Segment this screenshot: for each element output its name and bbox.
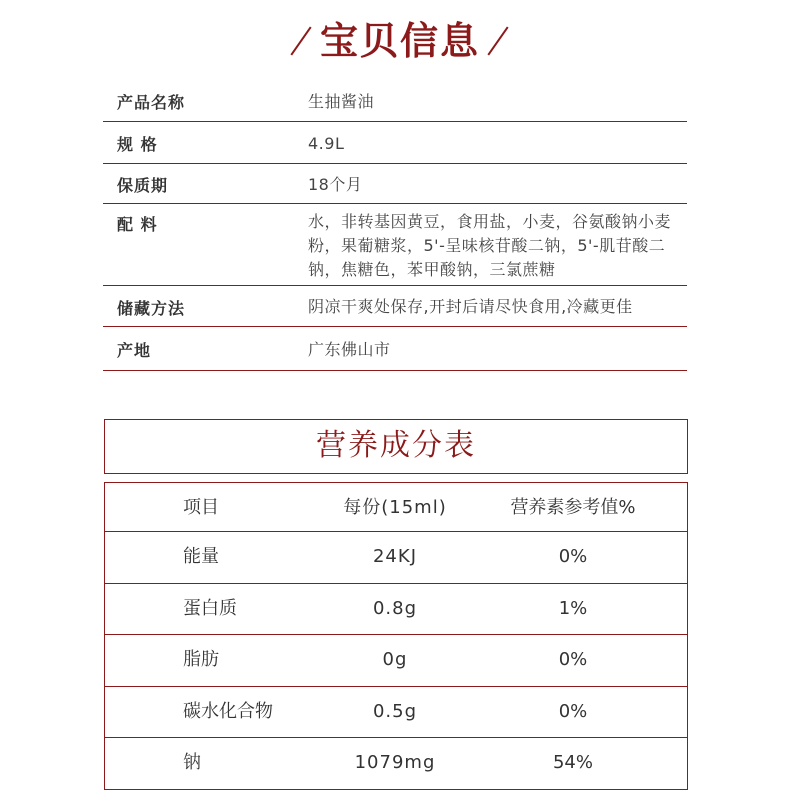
info-row-storage — [103, 286, 687, 327]
info-value: 18个月 — [308, 175, 363, 194]
page-title-area — [0, 12, 800, 70]
nutrition-table — [104, 482, 688, 790]
page-title: 宝贝信息 — [319, 19, 480, 63]
nutrient-amount: 24KJ — [372, 546, 418, 567]
header-item: 项目 — [183, 497, 219, 518]
table-row — [105, 532, 687, 584]
table-row — [105, 687, 687, 739]
nutrient-amount: 0g — [382, 649, 408, 670]
info-value: 阴凉干爽处保存,开封后请尽快食用,冷藏更佳 — [308, 297, 633, 316]
header-per-serving: 每份(15ml) — [343, 497, 447, 518]
nutrient-nrv: 0% — [558, 700, 588, 722]
info-label: 保质期 — [117, 176, 169, 195]
info-label: 规 格 — [117, 135, 158, 154]
info-value: 4.9L — [308, 134, 345, 153]
info-row-spec — [103, 122, 687, 164]
nutrient-nrv: 0% — [558, 649, 588, 670]
table-row — [105, 738, 687, 790]
info-label: 产地 — [117, 341, 152, 360]
info-value: 广东佛山市 — [308, 340, 391, 359]
nutrient-name: 蛋白质 — [183, 597, 237, 619]
product-info-table — [103, 82, 687, 371]
info-row-ingredients — [103, 204, 687, 286]
nutrition-facts — [104, 419, 688, 790]
nutrient-name: 钠 — [183, 752, 201, 773]
info-label: 产品名称 — [117, 93, 186, 112]
info-row-shelf-life — [103, 164, 687, 204]
table-row — [105, 635, 687, 687]
nutrient-name: 脂肪 — [183, 649, 219, 670]
nutrient-name: 能量 — [183, 546, 219, 567]
nutrient-nrv: 0% — [558, 546, 588, 567]
nutrient-nrv: 54% — [552, 752, 593, 773]
nutrition-title: 营养成分表 — [316, 428, 476, 463]
table-row — [105, 584, 687, 636]
info-value: 生抽酱油 — [308, 92, 375, 111]
nutrition-header-row — [105, 482, 687, 532]
nutrient-nrv: 1% — [558, 597, 588, 619]
info-row-name — [103, 82, 687, 122]
nutrient-amount: 0.5g — [372, 700, 418, 722]
info-label: 配 料 — [117, 215, 158, 234]
nutrition-title-box — [104, 419, 688, 474]
nutrient-amount: 1079mg — [354, 752, 436, 773]
info-label: 储藏方法 — [117, 299, 186, 318]
nutrient-amount: 0.8g — [372, 597, 418, 619]
info-row-origin — [103, 327, 687, 371]
info-value: 水，非转基因黄豆，食用盐，小麦，谷氨酸钠小麦粉，果葡糖浆，5'-呈味核苷酸二钠，5'-肌苷酸二钠，焦糖色，苯甲酸钠，三氯蔗糖 — [308, 212, 672, 279]
header-nrv: 营养素参考值% — [510, 497, 636, 518]
nutrient-name: 碳水化合物 — [183, 700, 273, 722]
